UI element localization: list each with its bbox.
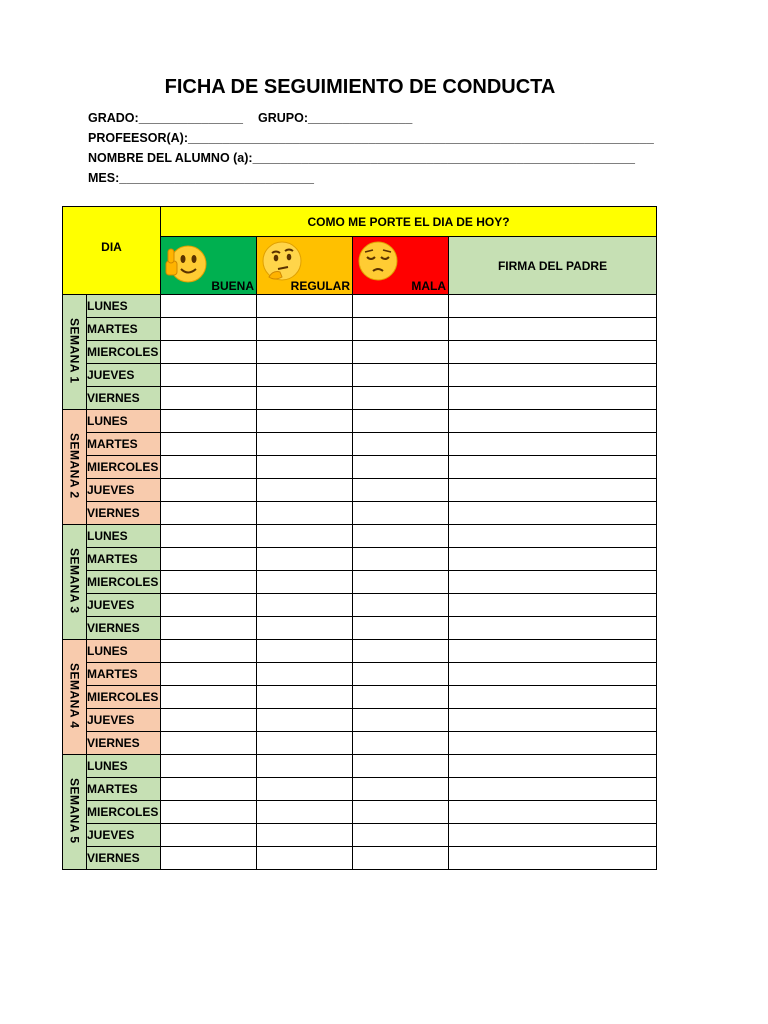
week-label-cell xyxy=(63,410,87,525)
day-label: MARTES xyxy=(87,548,161,571)
signature-cell[interactable] xyxy=(449,410,657,433)
rating-cell[interactable] xyxy=(353,410,449,433)
table-row xyxy=(63,410,657,433)
rating-cell[interactable] xyxy=(161,778,257,801)
week-label: SEMANA 1 xyxy=(67,317,82,384)
day-label: LUNES xyxy=(87,640,161,663)
signature-cell[interactable] xyxy=(449,617,657,640)
signature-cell[interactable] xyxy=(449,295,657,318)
rating-cell[interactable] xyxy=(161,663,257,686)
table-row xyxy=(63,433,657,456)
table-row xyxy=(63,594,657,617)
table-row xyxy=(63,456,657,479)
rating-buena-header xyxy=(161,237,257,295)
table-row xyxy=(63,801,657,824)
day-label: LUNES xyxy=(87,295,161,318)
week-label: SEMANA 4 xyxy=(67,662,82,729)
table-row xyxy=(63,318,657,341)
table-row xyxy=(63,709,657,732)
rating-mala-header xyxy=(353,237,449,295)
day-label: VIERNES xyxy=(87,387,161,410)
firma-header: FIRMA DEL PADRE xyxy=(449,237,657,295)
signature-cell[interactable] xyxy=(449,318,657,341)
rating-cell[interactable] xyxy=(353,755,449,778)
day-label: VIERNES xyxy=(87,502,161,525)
rating-cell[interactable] xyxy=(257,364,353,387)
dia-header: DIA xyxy=(63,207,161,295)
rating-cell[interactable] xyxy=(161,709,257,732)
day-label: VIERNES xyxy=(87,847,161,870)
day-label: MARTES xyxy=(87,433,161,456)
table-row xyxy=(63,387,657,410)
rating-cell[interactable] xyxy=(353,732,449,755)
rating-cell[interactable] xyxy=(161,686,257,709)
rating-cell[interactable] xyxy=(257,686,353,709)
day-label: JUEVES xyxy=(87,479,161,502)
day-label: MIERCOLES xyxy=(87,686,161,709)
grupo-field[interactable]: GRUPO:_______________ xyxy=(258,111,413,125)
table-row xyxy=(63,571,657,594)
rating-cell[interactable] xyxy=(257,479,353,502)
signature-cell[interactable] xyxy=(449,640,657,663)
rating-cell[interactable] xyxy=(353,824,449,847)
rating-cell[interactable] xyxy=(353,847,449,870)
rating-cell[interactable] xyxy=(257,801,353,824)
thumbs-up-emoji-icon xyxy=(163,239,209,285)
rating-cell[interactable] xyxy=(161,502,257,525)
rating-cell[interactable] xyxy=(353,548,449,571)
rating-cell[interactable] xyxy=(353,686,449,709)
day-label: MIERCOLES xyxy=(87,801,161,824)
rating-cell[interactable] xyxy=(257,617,353,640)
table-row xyxy=(63,824,657,847)
rating-cell[interactable] xyxy=(353,617,449,640)
table-row xyxy=(63,525,657,548)
conduct-table xyxy=(62,206,657,870)
table-row xyxy=(63,617,657,640)
rating-regular-header xyxy=(257,237,353,295)
rating-cell[interactable] xyxy=(161,640,257,663)
rating-cell[interactable] xyxy=(161,824,257,847)
signature-cell[interactable] xyxy=(449,364,657,387)
day-label: JUEVES xyxy=(87,824,161,847)
signature-cell[interactable] xyxy=(449,525,657,548)
rating-cell[interactable] xyxy=(257,640,353,663)
rating-cell[interactable] xyxy=(257,732,353,755)
rating-cell[interactable] xyxy=(161,732,257,755)
signature-cell[interactable] xyxy=(449,663,657,686)
rating-cell[interactable] xyxy=(353,663,449,686)
signature-cell[interactable] xyxy=(449,387,657,410)
day-label: JUEVES xyxy=(87,364,161,387)
rating-cell[interactable] xyxy=(353,318,449,341)
table-row xyxy=(63,341,657,364)
mes-field[interactable]: MES:____________________________ xyxy=(88,171,314,185)
day-label: MARTES xyxy=(87,318,161,341)
table-row xyxy=(63,732,657,755)
rating-cell[interactable] xyxy=(353,456,449,479)
rating-cell[interactable] xyxy=(161,525,257,548)
rating-label: MALA xyxy=(411,279,447,293)
rating-cell[interactable] xyxy=(161,387,257,410)
signature-cell[interactable] xyxy=(449,755,657,778)
rating-cell[interactable] xyxy=(353,709,449,732)
day-label: JUEVES xyxy=(87,709,161,732)
rating-cell[interactable] xyxy=(161,479,257,502)
rating-cell[interactable] xyxy=(257,318,353,341)
day-label: JUEVES xyxy=(87,594,161,617)
signature-cell[interactable] xyxy=(449,456,657,479)
week-label: SEMANA 5 xyxy=(67,777,82,844)
rating-cell[interactable] xyxy=(257,341,353,364)
rating-cell[interactable] xyxy=(353,801,449,824)
rating-cell[interactable] xyxy=(257,456,353,479)
week-label: SEMANA 3 xyxy=(67,547,82,614)
table-row xyxy=(63,295,657,318)
table-row xyxy=(63,548,657,571)
signature-cell[interactable] xyxy=(449,548,657,571)
week-label-cell xyxy=(63,525,87,640)
rating-cell[interactable] xyxy=(161,548,257,571)
rating-cell[interactable] xyxy=(353,525,449,548)
day-label: MIERCOLES xyxy=(87,571,161,594)
page-title: FICHA DE SEGUIMIENTO DE CONDUCTA xyxy=(164,76,556,98)
rating-label: REGULAR xyxy=(290,279,351,293)
signature-cell[interactable] xyxy=(449,433,657,456)
day-label: MIERCOLES xyxy=(87,456,161,479)
rating-cell[interactable] xyxy=(161,341,257,364)
sad-emoji-icon xyxy=(355,239,401,285)
rating-cell[interactable] xyxy=(161,364,257,387)
rating-cell[interactable] xyxy=(161,318,257,341)
rating-cell[interactable] xyxy=(257,295,353,318)
rating-cell[interactable] xyxy=(353,364,449,387)
signature-cell[interactable] xyxy=(449,341,657,364)
rating-cell[interactable] xyxy=(257,824,353,847)
rating-cell[interactable] xyxy=(161,617,257,640)
day-label: VIERNES xyxy=(87,617,161,640)
rating-cell[interactable] xyxy=(161,571,257,594)
alumno-field[interactable]: NOMBRE DEL ALUMNO (a):_______________________________________________________ xyxy=(88,151,635,165)
week-label-cell xyxy=(63,640,87,755)
rating-cell[interactable] xyxy=(257,410,353,433)
day-label: MIERCOLES xyxy=(87,341,161,364)
rating-label: BUENA xyxy=(211,279,255,293)
rating-cell[interactable] xyxy=(257,663,353,686)
week-label-cell xyxy=(63,755,87,870)
table-row xyxy=(63,364,657,387)
day-label: VIERNES xyxy=(87,732,161,755)
rating-cell[interactable] xyxy=(353,502,449,525)
table-row xyxy=(63,755,657,778)
table-row xyxy=(63,479,657,502)
signature-cell[interactable] xyxy=(449,479,657,502)
grado-field[interactable]: GRADO:_______________ xyxy=(88,111,243,125)
rating-cell[interactable] xyxy=(353,295,449,318)
rating-cell[interactable] xyxy=(257,571,353,594)
rating-cell[interactable] xyxy=(353,594,449,617)
rating-cell[interactable] xyxy=(161,410,257,433)
rating-cell[interactable] xyxy=(161,755,257,778)
week-label-cell xyxy=(63,295,87,410)
day-label: LUNES xyxy=(87,525,161,548)
rating-cell[interactable] xyxy=(257,502,353,525)
signature-cell[interactable] xyxy=(449,594,657,617)
signature-cell[interactable] xyxy=(449,502,657,525)
day-label: MARTES xyxy=(87,778,161,801)
rating-cell[interactable] xyxy=(257,387,353,410)
question-header: COMO ME PORTE EL DIA DE HOY? xyxy=(161,207,657,237)
signature-cell[interactable] xyxy=(449,686,657,709)
rating-cell[interactable] xyxy=(353,778,449,801)
table-row xyxy=(63,686,657,709)
table-row xyxy=(63,502,657,525)
rating-cell[interactable] xyxy=(161,295,257,318)
signature-cell[interactable] xyxy=(449,824,657,847)
rating-cell[interactable] xyxy=(353,341,449,364)
rating-cell[interactable] xyxy=(257,525,353,548)
day-label: LUNES xyxy=(87,755,161,778)
rating-cell[interactable] xyxy=(257,548,353,571)
signature-cell[interactable] xyxy=(449,732,657,755)
rating-cell[interactable] xyxy=(353,387,449,410)
rating-cell[interactable] xyxy=(257,778,353,801)
rating-cell[interactable] xyxy=(353,433,449,456)
rating-cell[interactable] xyxy=(161,433,257,456)
rating-cell[interactable] xyxy=(257,594,353,617)
signature-cell[interactable] xyxy=(449,847,657,870)
rating-cell[interactable] xyxy=(257,847,353,870)
rating-cell[interactable] xyxy=(257,755,353,778)
table-row xyxy=(63,847,657,870)
week-label: SEMANA 2 xyxy=(67,432,82,499)
table-row xyxy=(63,778,657,801)
signature-cell[interactable] xyxy=(449,778,657,801)
profesor-field[interactable]: PROFEESOR(A):___________________________________________________________________ xyxy=(88,131,654,145)
week-rows xyxy=(63,295,657,870)
rating-cell[interactable] xyxy=(257,709,353,732)
day-label: LUNES xyxy=(87,410,161,433)
signature-cell[interactable] xyxy=(449,801,657,824)
rating-cell[interactable] xyxy=(353,479,449,502)
signature-cell[interactable] xyxy=(449,571,657,594)
rating-cell[interactable] xyxy=(257,433,353,456)
rating-cell[interactable] xyxy=(161,801,257,824)
rating-cell[interactable] xyxy=(353,571,449,594)
rating-cell[interactable] xyxy=(161,456,257,479)
signature-cell[interactable] xyxy=(449,709,657,732)
rating-cell[interactable] xyxy=(161,594,257,617)
day-label: MARTES xyxy=(87,663,161,686)
table-row xyxy=(63,640,657,663)
rating-cell[interactable] xyxy=(161,847,257,870)
rating-cell[interactable] xyxy=(353,640,449,663)
table-row xyxy=(63,663,657,686)
